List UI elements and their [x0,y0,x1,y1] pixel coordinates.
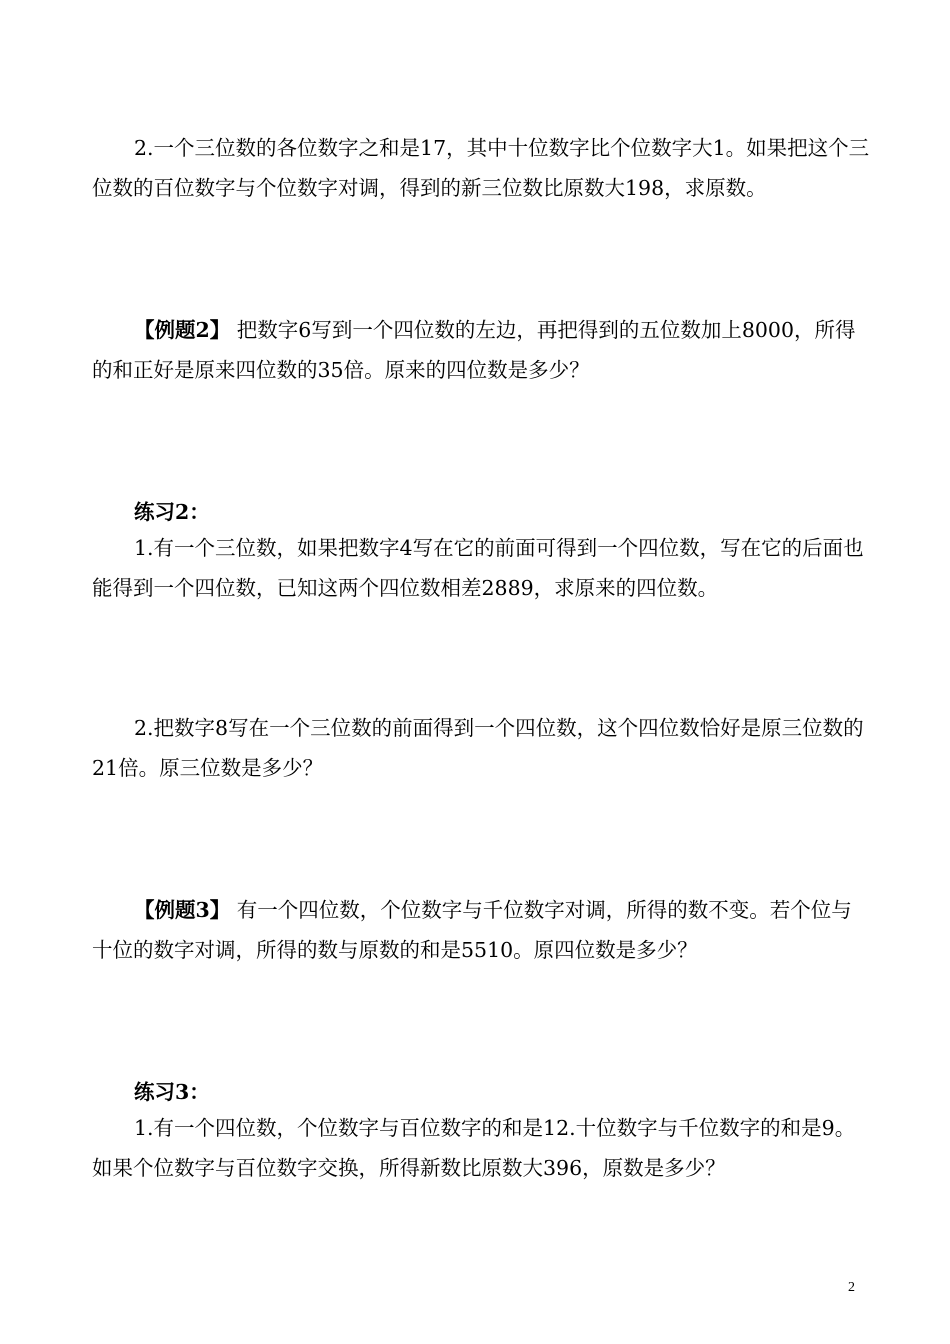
practice-2-problem-2 [92,708,870,788]
practice-2-heading: 练习2： [134,500,210,524]
paragraph-text: 1.有一个四位数，个位数字与百位数字的和是12.十位数字与千位数字的和是9。如果个位数字与百位数字交换，所得新数比原数大396，原数是多少？ [92,1116,856,1180]
practice-3-heading: 练习3： [134,1080,210,1104]
example-3 [92,890,870,970]
practice-2-problem-1 [92,528,870,608]
paragraph-text: 1.有一个三位数，如果把数字4写在它的前面可得到一个四位数，写在它的后面也能得到一个四位数，已知这两个四位数相差2889，求原来的四位数。 [92,536,864,600]
example-label: 【例题3】 [134,898,231,922]
page-number: 2 [848,1280,855,1295]
practice-1-problem-2 [92,128,870,208]
example-label: 【例题2】 [134,318,231,342]
example-2 [92,310,870,390]
paragraph-text: 2.一个三位数的各位数字之和是17，其中十位数字比个位数字大1。如果把这个三位数的百位数字与个位数字对调，得到的新三位数比原数大198，求原数。 [92,136,870,200]
paragraph-text: 2.把数字8写在一个三位数的前面得到一个四位数，这个四位数恰好是原三位数的21倍。原三位数是多少？ [92,716,864,780]
paragraph-text: 把数字6写到一个四位数的左边，再把得到的五位数加上8000，所得的和正好是原来四位数的35倍。原来的四位数是多少？ [92,318,856,382]
paragraph-text: 有一个四位数，个位数字与千位数字对调，所得的数不变。若个位与十位的数字对调，所得的数与原数的和是5510。原四位数是多少？ [92,898,852,962]
practice-3-problem-1 [92,1108,870,1188]
